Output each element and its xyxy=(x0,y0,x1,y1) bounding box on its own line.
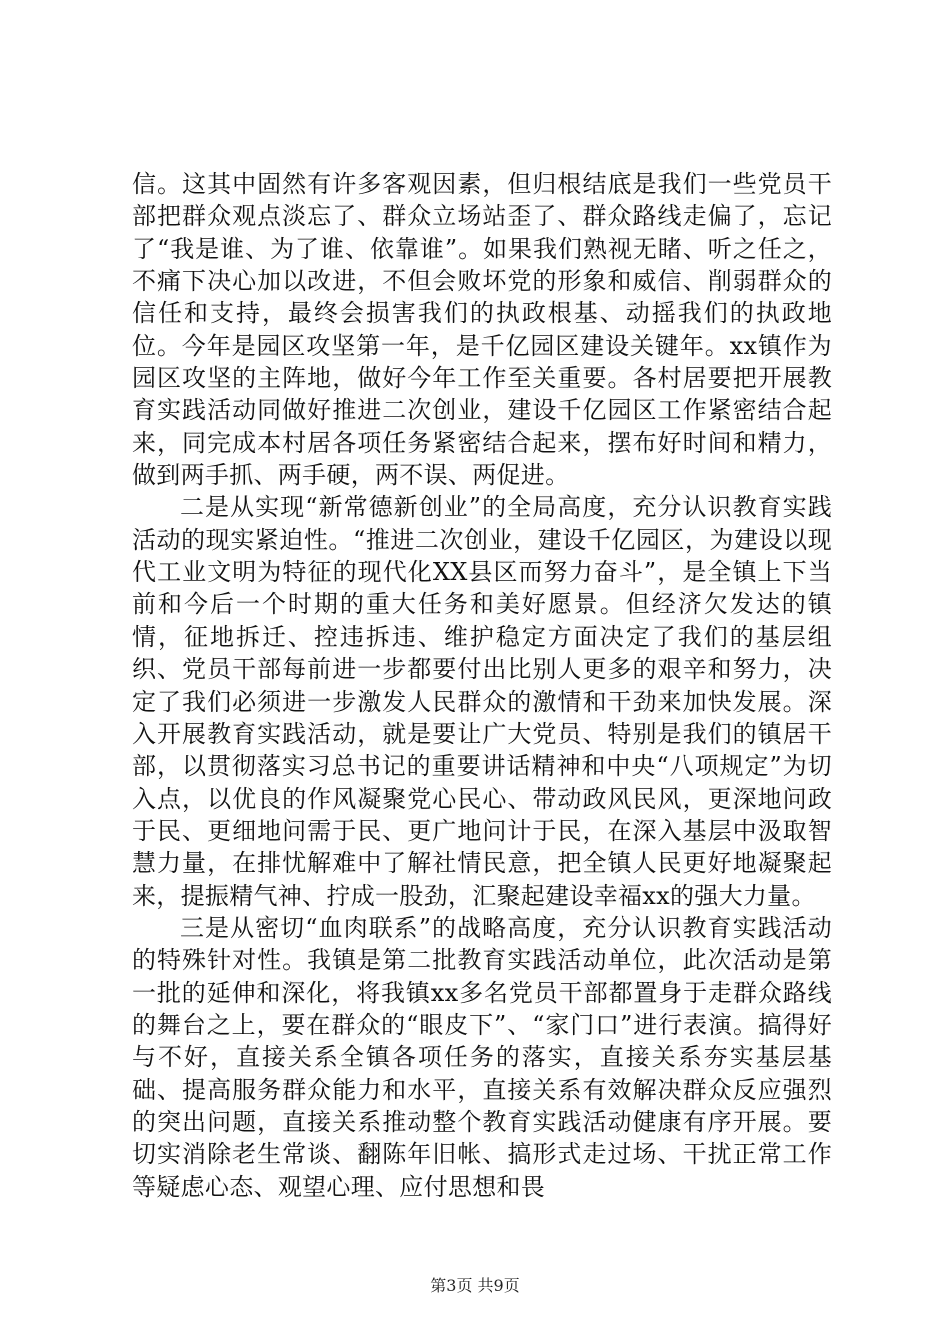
paragraph-1: 信。这其中固然有许多客观因素，但归根结底是我们一些党员干部把群众观点淡忘了、群众立场站歪了、群众路线走偏了，忘记了“我是谁、为了谁、依靠谁”。如果我们熟视无睹、听之任之，不痛下决心加以改进，不但会败坏党的形象和威信、削弱群众的信任和支持，最终会损害我们的执政根基、动摇我们的执政地位。今年是园区攻坚第一年，是千亿园区建设关键年。xx镇作为园区攻坚的主阵地，做好今年工作至关重要。各村居要把开展教育实践活动同做好推进二次创业，建设千亿园区工作紧密结合起来，同完成本村居各项任务紧密结合起来，摆布好时间和精力，做到两手抓、两手硬，两不误、两促进。 xyxy=(132,170,832,490)
document-body xyxy=(132,168,832,1203)
page-number-footer: 第3页 共9页 xyxy=(430,1276,520,1295)
paragraph-2: 二是从实现“新常德新创业”的全局高度，充分认识教育实践活动的现实紧迫性。“推进二次创业，建设千亿园区，为建设以现代工业文明为特征的现代化XX县区而努力奋斗”，是全镇上下当前和今后一个时期的重大任务和美好愿景。但经济欠发达的镇情，征地拆迁、控违拆违、维护稳定方面决定了我们的基层组织、党员干部每前进一步都要付出比别人更多的艰辛和努力，决定了我们必须进一步激发人民群众的激情和干劲来加快发展。深入开展教育实践活动，就是要让广大党员、特别是我们的镇居干部，以贯彻落实习总书记的重要讲话精神和中央“八项规定”为切入点，以优良的作风凝聚党心民心、带动政风民风，更深地问政于民、更细地问需于民、更广地问计于民，在深入基层中汲取智慧力量，在排忧解难中了解社情民意，把全镇人民更好地凝聚起来，提振精气神、拧成一股劲，汇聚起建设幸福xx的强大力量。 xyxy=(132,493,832,910)
paragraph-3: 三是从密切“血肉联系”的战略高度，充分认识教育实践活动的特殊针对性。我镇是第二批教育实践活动单位，此次活动是第一批的延伸和深化，将我镇xx多名党员干部都置身于走群众路线的舞台之上，要在群众的“眼皮下”、“家门口”进行表演。搞得好与不好，直接关系全镇各项任务的落实，直接关系夯实基层基础、提高服务群众能力和水平，直接关系有效解决群众反应强烈的突出问题，直接关系推动整个教育实践活动健康有序开展。要切实消除老生常谈、翻陈年旧帐、搞形式走过场、干扰正常工作等疑虑心态、观望心理、应付思想和畏 xyxy=(132,913,832,1201)
